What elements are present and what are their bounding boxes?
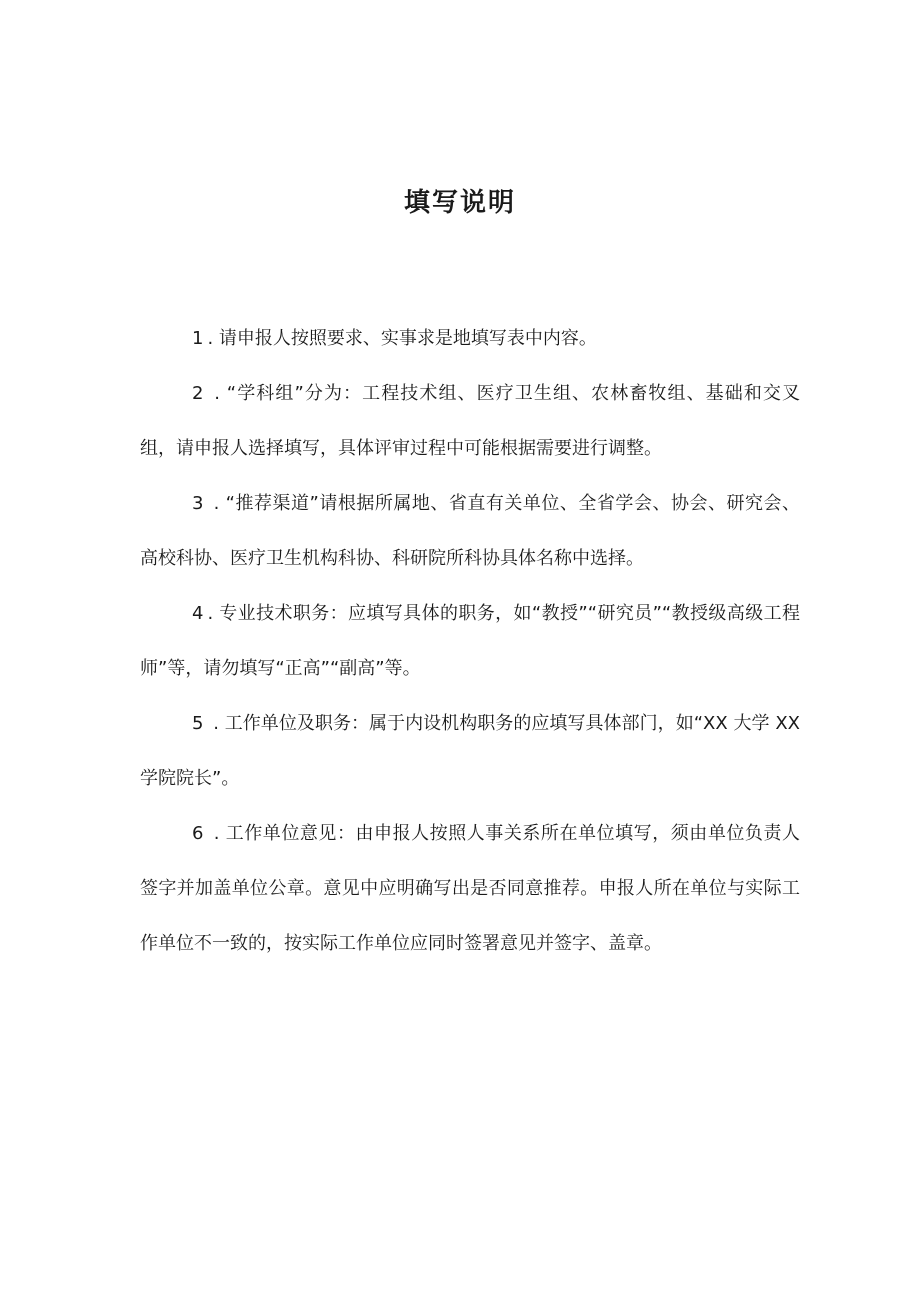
item-number: 1 (192, 328, 204, 349)
page-title: 填写说明 (403, 188, 516, 218)
item-number: 2 (192, 383, 204, 404)
instruction-item-2 (140, 366, 800, 476)
item-text: . “推荐渠道”请根据所属地、省直有关单位、全省学会、协会、研究会、高校科协、医疗卫生机构科协、科研院所科协具体名称中选择。 (140, 493, 800, 569)
item-text: . 工作单位意见：由申报人按照人事关系所在单位填写，须由单位负责人签字并加盖单位公章。意见中应明确写出是否同意推荐。申报人所在单位与实际工作单位不一致的，按实际工作单位应同时签署意见并签字、盖章。 (140, 823, 800, 954)
item-text: . 专业技术职务：应填写具体的职务，如“教授”“研究员”“教授级高级工程师”等，请勿填写“正高”“副高”等。 (140, 603, 800, 679)
item-number: 5 (192, 713, 204, 734)
instruction-item-6 (140, 806, 800, 971)
instruction-item-5 (140, 696, 800, 806)
item-text: . “学科组”分为：工程技术组、医疗卫生组、农林畜牧组、基础和交叉组，请申报人选择填写，具体评审过程中可能根据需要进行调整。 (140, 383, 800, 459)
item-number: 3 (192, 493, 204, 514)
item-number: 4 (192, 603, 204, 624)
item-text: . 请申报人按照要求、实事求是地填写表中内容。 (207, 328, 597, 349)
item-number: 6 (192, 823, 204, 844)
instruction-item-4 (140, 586, 800, 696)
instruction-item-1 (140, 311, 800, 366)
instruction-item-3 (140, 476, 800, 586)
item-text: . 工作单位及职务：属于内设机构职务的应填写具体部门，如“XX 大学 XX 学院院长”。 (140, 713, 800, 789)
instructions-list (140, 311, 800, 971)
